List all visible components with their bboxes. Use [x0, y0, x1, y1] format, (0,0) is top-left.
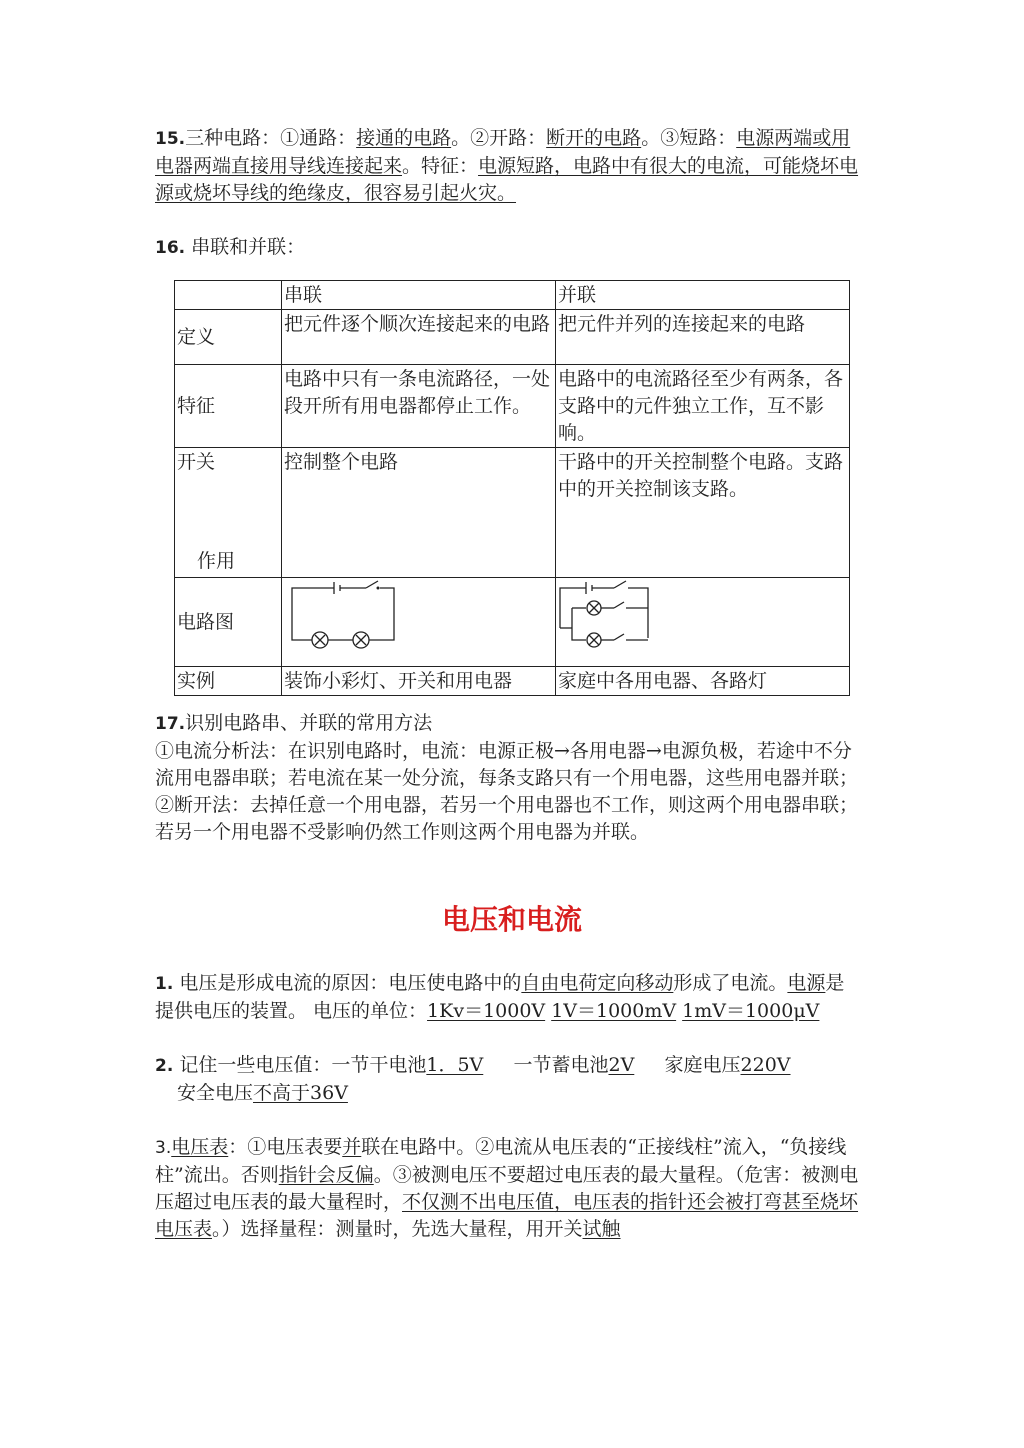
row-label: 定义: [175, 310, 282, 365]
series-parallel-table: [174, 280, 850, 696]
row-label: 实例: [175, 667, 282, 696]
item-number: 1.: [155, 974, 174, 994]
series-circuit-diagram: [282, 578, 556, 667]
header-parallel: 并联: [556, 281, 850, 310]
item-number: 15.: [155, 129, 186, 149]
item-number: 2.: [155, 1056, 174, 1076]
parallel-circuit-icon: [556, 578, 842, 658]
table-row: 特征 电路中只有一条电流路径，一处段开所有用电器都停止工作。 电路中的电流路径至少有两条，各支路中的元件独立工作，互不影响。: [175, 365, 850, 448]
section-heading: 电压和电流: [441, 903, 582, 936]
series-circuit-icon: [282, 578, 556, 658]
row-label: 电路图: [175, 578, 282, 667]
table-row: 开关 作用 控制整个电路 干路中的开关控制整个电路。支路中的开关控制该支路。: [175, 448, 850, 578]
item-number: 16.: [155, 238, 186, 258]
item-number: 17.: [155, 714, 186, 734]
item-17-title: 识别电路串、并联的常用方法: [185, 712, 433, 734]
item-15: 15.三种电路：①通路：接通的电路。②开路：断开的电路。③短路：电源两端或用电器两端直接用导线连接起来。特征：电源短路，电路中有很大的电流，可能烧坏电源或烧坏导线的绝缘皮，很容易引起火灾。: [155, 127, 859, 204]
section-voltage: 1. 电压是形成电流的原因：电压使电路中的自由电荷定向移动形成了电流。电源是提供电压的装置。 电压的单位：1Kv＝1000V 1V＝1000mV 1mV＝1000μV 2. 记住一些电压值：一节干电池1．5V 一节蓄电池2V 家庭电压220V 安全电压不高于36V 3.电压表：①电压表要并联在电路中。②电流从电压表的“正接线柱”流入，“负接线柱”流出。否则指针会反偏。③被测电压不要超过电压表的最大量程。（危害：被测电压超过电压表的最大量程时，不仅测不出电压值，电压表的指针还会被打弯甚至烧坏电压表。）选择量程：测量时，先选大量程，用开关试触: [155, 970, 860, 1243]
table-row: 定义 把元件逐个顺次连接起来的电路 把元件并列的连接起来的电路: [175, 310, 850, 365]
item-16: 16. 串联和并联：: [155, 236, 306, 258]
header-series: 串联: [282, 281, 556, 310]
item-17-body: ①电流分析法：在识别电路时，电流：电源正极→各用电器→电源负极，若途中不分流用电器串联；若电流在某一处分流，每条支路只有一个用电器，这些用电器并联；②断开法：去掉任意一个用电器，若另一个用电器也不工作，则这两个用电器串联；若另一个用电器不受影响仍然工作则这两个用电器为并联。: [155, 740, 859, 843]
section-circuits: [155, 125, 860, 262]
table-row: [175, 578, 850, 667]
table-header-row: [175, 281, 850, 310]
parallel-circuit-diagram: [556, 578, 850, 667]
row-label: 开关 作用: [175, 448, 282, 578]
row-label: 特征: [175, 365, 282, 448]
table-row: 实例 装饰小彩灯、开关和用电器 家庭中各用电器、各路灯: [175, 667, 850, 696]
voltage-item-3: 3.电压表：①电压表要并联在电路中。②电流从电压表的“正接线柱”流入，“负接线柱”流出。否则指针会反偏。③被测电压不要超过电压表的最大量程。（危害：被测电压超过电压表的最大量程时，不仅测不出电压值，电压表的指针还会被打弯甚至烧坏电压表。）选择量程：测量时，先选大量程，用开关试触: [155, 1136, 859, 1240]
voltage-item-2: 2. 记住一些电压值：一节干电池1．5V 一节蓄电池2V 家庭电压220V: [155, 1054, 791, 1076]
voltage-item-1: 1. 电压是形成电流的原因：电压使电路中的自由电荷定向移动形成了电流。电源是提供电压的装置。 电压的单位：1Kv＝1000V 1V＝1000mV 1mV＝1000μV: [155, 972, 845, 1022]
item-17: [155, 710, 860, 846]
item-number: 3.: [155, 1138, 172, 1158]
